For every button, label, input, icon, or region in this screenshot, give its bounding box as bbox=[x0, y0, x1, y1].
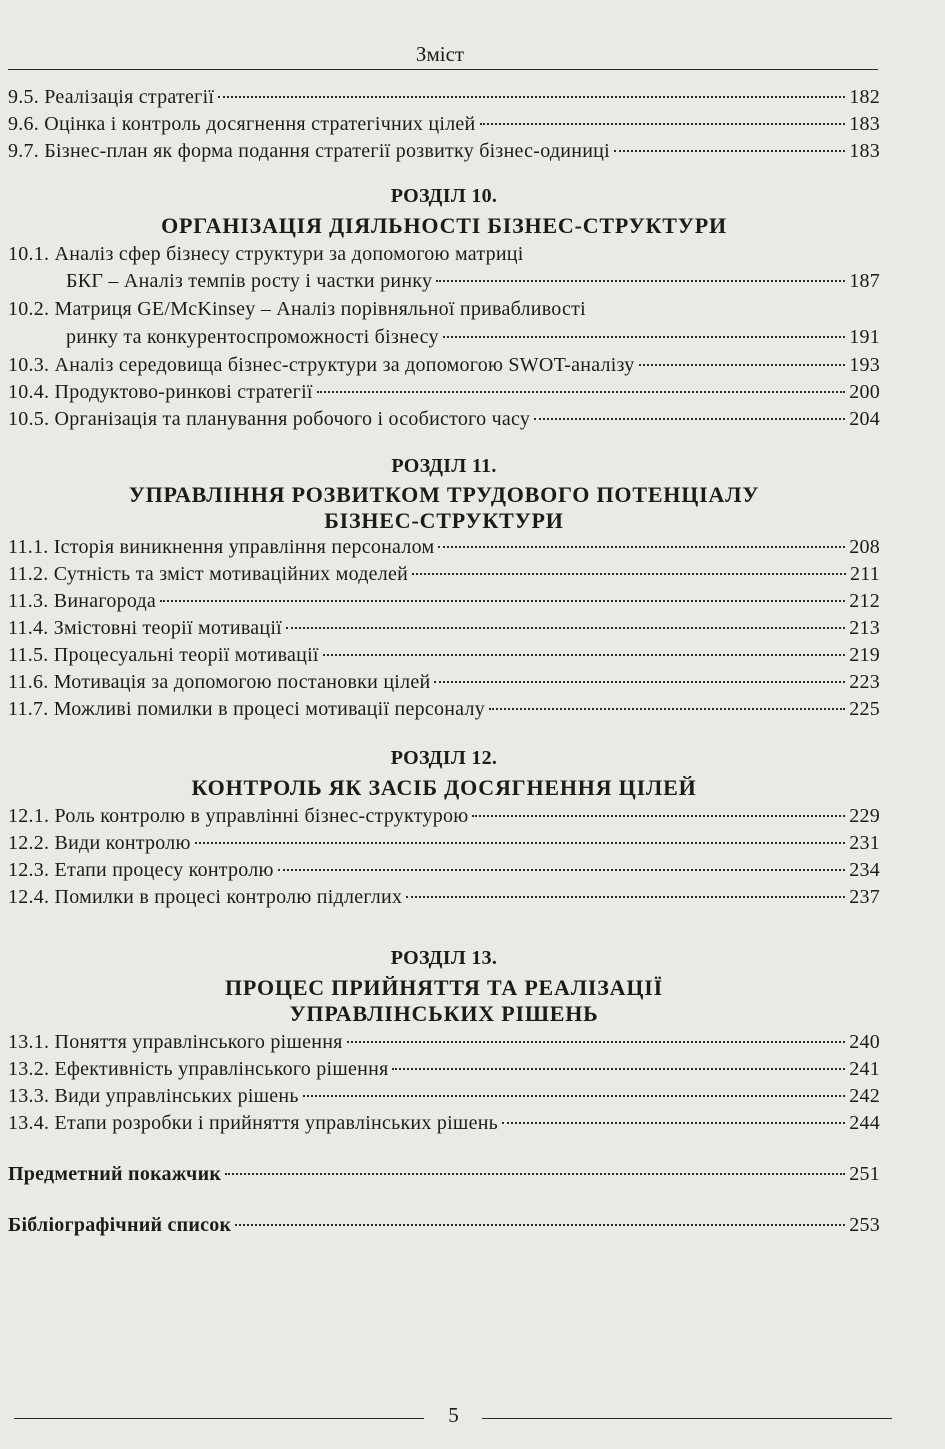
toc-entry-page: 234 bbox=[849, 859, 880, 881]
toc-entry-page: 231 bbox=[849, 832, 880, 854]
dot-leader bbox=[639, 364, 846, 366]
toc-entry-page: 187 bbox=[849, 270, 880, 292]
toc-entry-page: 241 bbox=[849, 1058, 880, 1080]
toc-entry-title: 12.3. Етапи процесу контролю bbox=[8, 859, 274, 881]
toc-entry-index bbox=[8, 1161, 880, 1188]
section-title: УПРАВЛІННЯ РОЗВИТКОМ ТРУДОВОГО ПОТЕНЦІАЛУ bbox=[128, 482, 760, 507]
dot-leader bbox=[317, 391, 846, 393]
dot-leader bbox=[225, 1173, 845, 1175]
dot-leader bbox=[480, 123, 846, 125]
toc-entry bbox=[8, 1083, 880, 1110]
section-label: РОЗДІЛ 12. bbox=[390, 747, 498, 769]
dot-leader bbox=[218, 96, 845, 98]
toc-entry bbox=[8, 84, 880, 111]
toc-entry-page: 208 bbox=[849, 536, 880, 558]
toc-entry bbox=[8, 1056, 880, 1083]
dot-leader bbox=[434, 681, 845, 683]
toc-entry-title: 13.1. Поняття управлінського рішення bbox=[8, 1031, 343, 1053]
dot-leader bbox=[195, 842, 846, 844]
toc-entry-title: 10.4. Продуктово-ринкові стратегії bbox=[8, 381, 313, 403]
toc-entry-title: 12.2. Види контролю bbox=[8, 832, 191, 854]
dot-leader bbox=[392, 1068, 845, 1070]
section-label: РОЗДІЛ 11. bbox=[391, 455, 497, 477]
toc-entry bbox=[8, 830, 880, 857]
toc-entry-title: 12.4. Помилки в процесі контролю підлеглих bbox=[8, 886, 403, 908]
toc-entry-title: ринку та конкурентоспроможності бізнесу bbox=[66, 326, 439, 348]
toc-entry-title: 12.1. Роль контролю в управлінні бізнес-структурою bbox=[8, 805, 469, 827]
toc-entry-title: БКГ – Аналіз темпів росту і частки ринку bbox=[66, 270, 433, 292]
toc-entry bbox=[8, 642, 880, 669]
toc-entry-title: Предметний покажчик bbox=[8, 1163, 222, 1185]
toc-entry-title: 11.4. Змістовні теорії мотивації bbox=[8, 617, 282, 639]
toc-entry-title: 10.2. Матриця GE/McKinsey – Аналіз порівняльної привабливості bbox=[8, 298, 586, 320]
toc-entry-page: 225 bbox=[849, 698, 880, 720]
toc-entry-title: 11.1. Історія виникнення управління персоналом bbox=[8, 536, 435, 558]
footer-rule-left bbox=[14, 1418, 424, 1419]
toc-entry-title: 11.6. Мотивація за допомогою постановки цілей bbox=[8, 671, 431, 693]
page-number: 5 bbox=[448, 1403, 459, 1427]
toc-entry bbox=[8, 803, 880, 830]
toc-entry bbox=[8, 588, 880, 615]
dot-leader bbox=[472, 815, 845, 817]
toc-entry-page: 212 bbox=[849, 590, 880, 612]
toc-entry bbox=[8, 884, 880, 911]
dot-leader bbox=[235, 1224, 845, 1226]
toc-entry-page: 191 bbox=[849, 326, 880, 348]
toc-entry-title: 9.7. Бізнес-план як форма подання стратегії розвитку бізнес-одиниці bbox=[8, 140, 610, 162]
toc-entry-page: 242 bbox=[849, 1085, 880, 1107]
toc-entry-title: 10.1. Аналіз сфер бізнесу структури за допомогою матриці bbox=[8, 243, 524, 265]
toc-entry-title: 11.2. Сутність та зміст мотиваційних моделей bbox=[8, 563, 409, 585]
toc-entry-page: 204 bbox=[849, 408, 880, 430]
toc-entry-title: 11.3. Винагорода bbox=[8, 590, 157, 612]
dot-leader bbox=[278, 869, 846, 871]
dot-leader bbox=[286, 627, 845, 629]
toc-entry bbox=[8, 379, 880, 406]
toc-entry-bibliography bbox=[8, 1212, 880, 1239]
header-rule bbox=[8, 69, 878, 70]
dot-leader bbox=[438, 546, 845, 548]
dot-leader bbox=[406, 896, 845, 898]
toc-entry bbox=[8, 857, 880, 884]
toc-entry-page: 223 bbox=[849, 671, 880, 693]
toc-entry-page: 237 bbox=[849, 886, 880, 908]
toc-entry-page: 251 bbox=[849, 1163, 880, 1185]
toc-entry-page: 193 bbox=[849, 354, 880, 376]
toc-entry-page: 213 bbox=[849, 617, 880, 639]
section-heading bbox=[8, 183, 880, 239]
toc-entry-title: 9.6. Оцінка і контроль досягнення стратегічних цілей bbox=[8, 113, 476, 135]
footer-rule-right bbox=[482, 1418, 892, 1419]
toc-entry bbox=[8, 1029, 880, 1056]
toc-entry-title: 13.3. Види управлінських рішень bbox=[8, 1085, 299, 1107]
toc-entry-title: 9.5. Реалізація стратегії bbox=[8, 86, 215, 108]
toc-entry-line1 bbox=[8, 296, 880, 323]
dot-leader bbox=[412, 573, 846, 575]
toc-entry-page: 229 bbox=[849, 805, 880, 827]
toc-entry-title: 11.7. Можливі помилки в процесі мотивації персоналу bbox=[8, 698, 485, 720]
section-title: КОНТРОЛЬ ЯК ЗАСІБ ДОСЯГНЕННЯ ЦІЛЕЙ bbox=[191, 775, 697, 800]
section-label: РОЗДІЛ 13. bbox=[390, 947, 498, 969]
section-label: РОЗДІЛ 10. bbox=[390, 185, 498, 207]
dot-leader bbox=[160, 600, 845, 602]
dot-leader bbox=[323, 654, 846, 656]
toc-entry-title: 10.5. Організація та планування робочого і особистого часу bbox=[8, 408, 531, 430]
toc-entry-page: 200 bbox=[849, 381, 880, 403]
toc-entry-title: 10.3. Аналіз середовища бізнес-структури за допомогою SWOT-аналізу bbox=[8, 354, 635, 376]
dot-leader bbox=[436, 280, 845, 282]
dot-leader bbox=[614, 150, 845, 152]
toc-entry-line1 bbox=[8, 241, 880, 268]
section-title: УПРАВЛІНСЬКИХ РІШЕНЬ bbox=[289, 1001, 599, 1026]
toc-entry bbox=[8, 534, 880, 561]
toc-entry bbox=[8, 324, 880, 351]
dot-leader bbox=[534, 418, 845, 420]
dot-leader bbox=[489, 708, 845, 710]
toc-entry bbox=[8, 352, 880, 379]
dot-leader bbox=[443, 336, 846, 338]
toc-entry-title: 11.5. Процесуальні теорії мотивації bbox=[8, 644, 319, 666]
toc-entry-page: 183 bbox=[849, 113, 880, 135]
toc-entry bbox=[8, 669, 880, 696]
toc-entry bbox=[8, 1110, 880, 1137]
toc-entry bbox=[8, 138, 880, 165]
toc-entry-page: 240 bbox=[849, 1031, 880, 1053]
toc-entry bbox=[8, 615, 880, 642]
toc-entry-title: 13.2. Ефективність управлінського рішення bbox=[8, 1058, 389, 1080]
dot-leader bbox=[502, 1122, 845, 1124]
toc-entry bbox=[8, 268, 880, 295]
toc-entry-page: 244 bbox=[849, 1112, 880, 1134]
toc-entry-page: 183 bbox=[849, 140, 880, 162]
section-title: ПРОЦЕС ПРИЙНЯТТЯ ТА РЕАЛІЗАЦІЇ bbox=[224, 975, 664, 1000]
running-head: Зміст bbox=[415, 42, 465, 66]
toc-entry bbox=[8, 696, 880, 723]
dot-leader bbox=[347, 1041, 846, 1043]
toc-entry-page: 219 bbox=[849, 644, 880, 666]
section-title: ОРГАНІЗАЦІЯ ДІЯЛЬНОСТІ БІЗНЕС-СТРУКТУРИ bbox=[161, 213, 727, 238]
toc-entry-title: 13.4. Етапи розробки і прийняття управлінських рішень bbox=[8, 1112, 499, 1134]
toc-entry-title: Бібліографічний список bbox=[8, 1214, 232, 1236]
section-heading bbox=[8, 745, 880, 801]
toc-entry-page: 182 bbox=[849, 86, 880, 108]
table-of-contents bbox=[8, 84, 880, 1239]
toc-entry bbox=[8, 406, 880, 433]
toc-entry-page: 253 bbox=[849, 1214, 880, 1236]
toc-entry bbox=[8, 111, 880, 138]
section-heading bbox=[8, 945, 880, 1027]
toc-entry bbox=[8, 561, 880, 588]
dot-leader bbox=[303, 1095, 846, 1097]
toc-entry-page: 211 bbox=[849, 563, 880, 585]
section-title: БІЗНЕС-СТРУКТУРИ bbox=[324, 508, 564, 533]
section-heading bbox=[8, 453, 880, 534]
